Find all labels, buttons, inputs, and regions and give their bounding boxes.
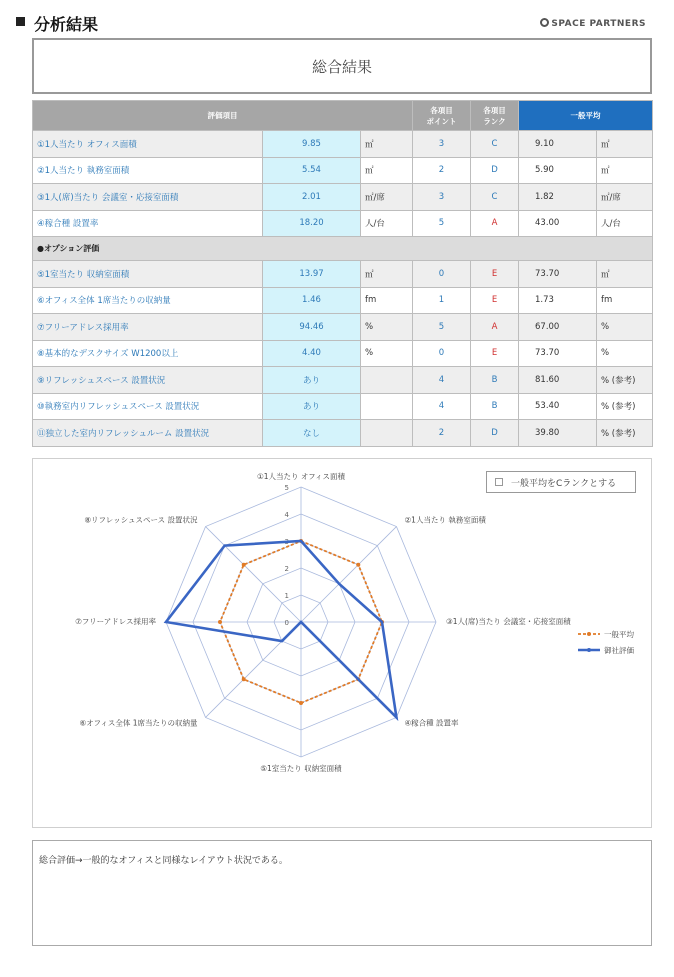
item-rank: B <box>471 367 519 394</box>
average-value: 43.00 <box>519 210 597 237</box>
table-row <box>33 420 653 447</box>
header-points: 各項目 ポイント <box>413 101 471 131</box>
summary-box <box>32 38 652 94</box>
header-item: 評価項目 <box>33 101 413 131</box>
average-value: 9.10 <box>519 131 597 158</box>
item-rank: B <box>471 393 519 420</box>
series-company-point <box>300 621 302 623</box>
average-value: 5.90 <box>519 157 597 184</box>
item-name: ④稼合種 設置率 <box>33 210 263 237</box>
tick-label: 3 <box>284 538 289 546</box>
item-name: ②1人当たり 執務室面積 <box>33 157 263 184</box>
axis-label: ⑧リフレッシュスペース 設置状況 <box>84 515 198 525</box>
average-value: 67.00 <box>519 314 597 341</box>
item-point: 5 <box>413 210 471 237</box>
page-header <box>14 10 654 36</box>
item-name: ③1人(席)当たり 会議室・応接室面積 <box>33 184 263 211</box>
logo-text: SPACE PARTNERS <box>551 19 646 29</box>
item-unit: % <box>361 340 413 367</box>
item-value: 13.97 <box>263 261 361 288</box>
item-unit: fm <box>361 287 413 314</box>
legend-marker <box>587 648 591 652</box>
item-rank: D <box>471 420 519 447</box>
tick-label: 5 <box>284 484 289 492</box>
series-average-point <box>299 701 303 705</box>
evaluation-table <box>32 100 653 447</box>
legend-marker <box>587 632 591 636</box>
tick-label: 2 <box>284 565 289 573</box>
item-rank: E <box>471 287 519 314</box>
axis-label: ②1人当たり 執務室面積 <box>404 515 486 525</box>
item-value: 1.46 <box>263 287 361 314</box>
table-row <box>33 131 653 158</box>
toggle-label: 一般平均をCランクとする <box>511 478 617 489</box>
item-rank: D <box>471 157 519 184</box>
item-rank: E <box>471 340 519 367</box>
item-value: 2.01 <box>263 184 361 211</box>
average-unit: % (参考) <box>597 367 653 394</box>
tick-label: 4 <box>284 511 289 519</box>
average-value: 1.73 <box>519 287 597 314</box>
legend-label: 御社評価 <box>604 646 634 655</box>
item-unit <box>361 420 413 447</box>
average-unit: ㎡ <box>597 157 653 184</box>
item-value: 4.40 <box>263 340 361 367</box>
series-company-line <box>166 541 396 717</box>
average-unit: ㎡ <box>597 131 653 158</box>
item-point: 4 <box>413 393 471 420</box>
table-row <box>33 184 653 211</box>
item-value: あり <box>263 393 361 420</box>
series-average-point <box>218 620 222 624</box>
checkbox-icon[interactable] <box>495 478 503 486</box>
item-rank: E <box>471 261 519 288</box>
average-value: 73.70 <box>519 261 597 288</box>
section-row <box>33 237 653 261</box>
axis-label: ⑦フリーアドレス採用率 <box>75 617 156 626</box>
item-value: 94.46 <box>263 314 361 341</box>
summary-title: 総合結果 <box>311 57 372 76</box>
company-logo <box>540 18 646 29</box>
axis-label: ④稼合種 設置率 <box>404 718 459 728</box>
series-average-point <box>242 563 246 567</box>
table-row <box>33 210 653 237</box>
item-point: 2 <box>413 157 471 184</box>
item-unit: % <box>361 314 413 341</box>
item-name: ⑦フリーアドレス採用率 <box>33 314 263 341</box>
tick-label: 1 <box>284 592 289 600</box>
comment-box[interactable] <box>32 840 652 946</box>
series-average-point <box>242 677 246 681</box>
item-rank: A <box>471 210 519 237</box>
average-value: 39.80 <box>519 420 597 447</box>
item-unit: ㎡ <box>361 131 413 158</box>
table-row <box>33 314 653 341</box>
table-header-row <box>33 101 653 131</box>
item-name: ⑪独立した室内リフレッシュルーム 設置状況 <box>33 420 263 447</box>
series-company-point <box>381 621 383 623</box>
item-name: ⑩執務室内リフレッシュスペース 設置状況 <box>33 393 263 420</box>
average-unit: % (参考) <box>597 393 653 420</box>
item-point: 4 <box>413 367 471 394</box>
series-company-point <box>165 621 167 623</box>
average-as-c-rank-toggle[interactable] <box>486 471 636 493</box>
legend-label: 一般平均 <box>604 630 634 639</box>
item-name: ⑨リフレッシュスペース 設置状況 <box>33 367 263 394</box>
table-row <box>33 340 653 367</box>
table-row <box>33 287 653 314</box>
item-unit <box>361 367 413 394</box>
item-name: ①1人当たり オフィス面積 <box>33 131 263 158</box>
item-unit <box>361 393 413 420</box>
square-bullet-icon <box>16 17 25 26</box>
item-unit: ㎡ <box>361 261 413 288</box>
item-point: 3 <box>413 184 471 211</box>
item-value: 5.54 <box>263 157 361 184</box>
item-point: 0 <box>413 261 471 288</box>
average-unit: % <box>597 314 653 341</box>
series-company-point <box>338 583 340 585</box>
item-unit: ㎡ <box>361 157 413 184</box>
item-name: ⑧基本的なデスクサイズ W1200以上 <box>33 340 263 367</box>
table-row <box>33 367 653 394</box>
radar-chart <box>33 459 653 829</box>
series-company-point <box>300 540 302 542</box>
item-name: ⑤1室当たり 収納室面積 <box>33 261 263 288</box>
header-average: 一般平均 <box>519 101 653 131</box>
axis-label: ⑥オフィス全体 1席当たりの収納量 <box>79 718 198 728</box>
header-rank: 各項目 ランク <box>471 101 519 131</box>
average-unit: 人/台 <box>597 210 653 237</box>
series-company-point <box>395 716 397 718</box>
logo-mark-icon <box>540 18 549 27</box>
tick-label: 0 <box>284 619 289 627</box>
average-value: 1.82 <box>519 184 597 211</box>
item-unit: 人/台 <box>361 210 413 237</box>
section-label: ●オプション評価 <box>33 237 653 261</box>
item-rank: C <box>471 184 519 211</box>
item-value: 18.20 <box>263 210 361 237</box>
item-rank: A <box>471 314 519 341</box>
average-unit: % (参考) <box>597 420 653 447</box>
series-company-point <box>281 640 283 642</box>
item-rank: C <box>471 131 519 158</box>
item-name: ⑥オフィス全体 1席当たりの収納量 <box>33 287 263 314</box>
average-unit: % <box>597 340 653 367</box>
table-row <box>33 157 653 184</box>
axis-label: ①1人当たり オフィス面積 <box>256 472 346 481</box>
radar-chart-box <box>32 458 652 828</box>
item-point: 3 <box>413 131 471 158</box>
page-title: 分析結果 <box>34 15 99 34</box>
average-value: 73.70 <box>519 340 597 367</box>
item-unit: ㎡/席 <box>361 184 413 211</box>
item-value: あり <box>263 367 361 394</box>
series-company-point <box>223 544 225 546</box>
average-value: 53.40 <box>519 393 597 420</box>
item-point: 1 <box>413 287 471 314</box>
table-row <box>33 393 653 420</box>
average-unit: ㎡ <box>597 261 653 288</box>
average-unit: fm <box>597 287 653 314</box>
item-point: 0 <box>413 340 471 367</box>
comment-text: 総合評価→一般的なオフィスと同様なレイアウト状況である。 <box>39 856 288 866</box>
average-unit: ㎡/席 <box>597 184 653 211</box>
item-value: なし <box>263 420 361 447</box>
average-value: 81.60 <box>519 367 597 394</box>
item-point: 5 <box>413 314 471 341</box>
item-point: 2 <box>413 420 471 447</box>
table-row <box>33 261 653 288</box>
series-average-point <box>356 563 360 567</box>
axis-label: ⑤1室当たり 収納室面積 <box>260 764 342 773</box>
item-value: 9.85 <box>263 131 361 158</box>
axis-label: ③1人(席)当たり 会議室・応接室面積 <box>446 617 571 626</box>
